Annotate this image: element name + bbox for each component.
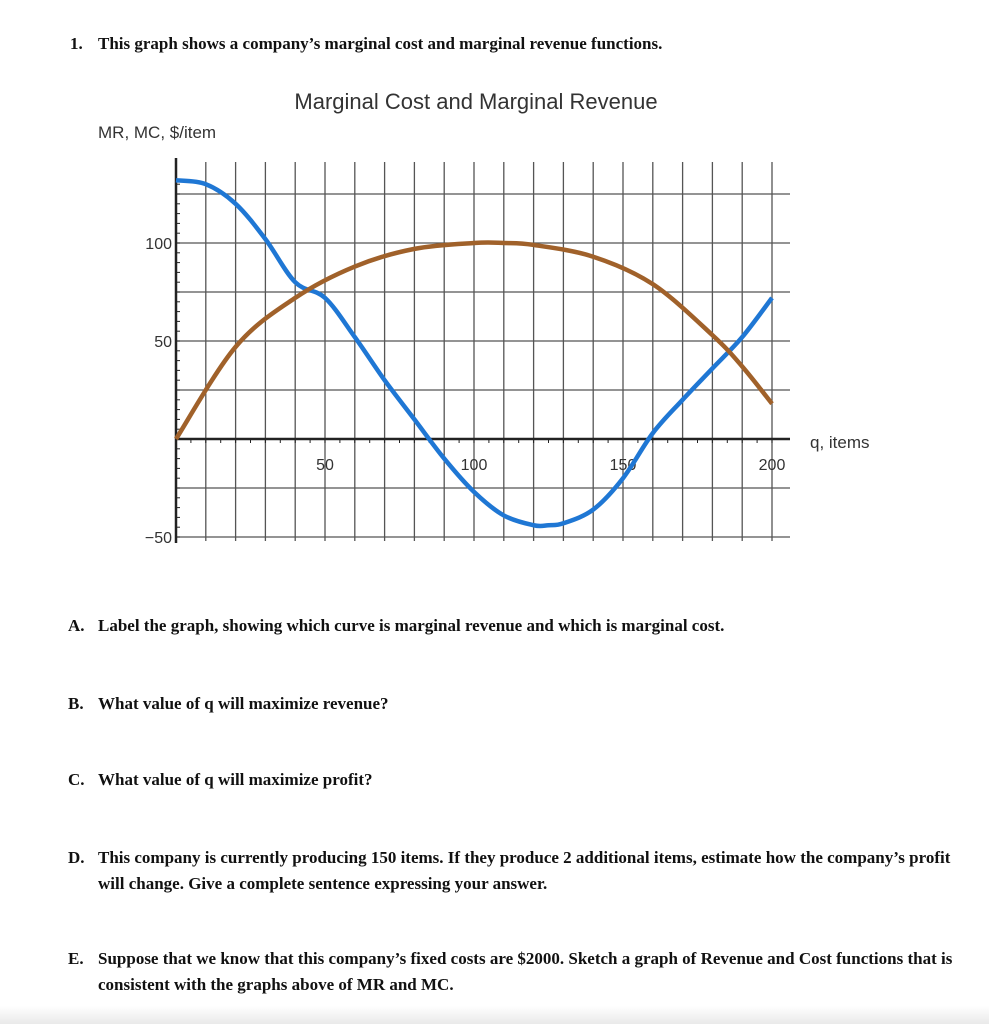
- part-c-text: What value of q will maximize profit?: [98, 770, 373, 789]
- part-a: [68, 613, 958, 639]
- y-tick-label: 50: [154, 334, 172, 351]
- y-axis-label: MR, MC, $/item: [98, 123, 217, 142]
- question-number: 1.: [70, 34, 83, 53]
- part-e: [68, 946, 958, 998]
- x-axis-label: q, items: [810, 433, 870, 452]
- part-d-text: This company is currently producing 150 items. If they produce 2 additional items, estimate how the company’s profit will change. Give a complete sentence expressing your answer.: [98, 848, 951, 893]
- part-e-letter: E.: [68, 949, 84, 968]
- part-a-text: Label the graph, showing which curve is marginal revenue and which is marginal cost.: [98, 616, 725, 635]
- y-tick-label: −50: [144, 530, 172, 547]
- part-d: [68, 845, 958, 897]
- question-text: This graph shows a company’s marginal cost and marginal revenue functions.: [98, 34, 663, 53]
- part-e-text: Suppose that we know that this company’s fixed costs are $2000. Sketch a graph of Revenue and Cost functions that is consistent with the graphs above of MR and MC.: [98, 949, 953, 994]
- x-tick-label: 100: [460, 457, 488, 474]
- part-b-letter: B.: [68, 694, 84, 713]
- part-a-letter: A.: [68, 616, 85, 635]
- grid-major: [176, 162, 790, 541]
- part-c: [68, 767, 958, 793]
- part-d-letter: D.: [68, 848, 85, 867]
- x-tick-label: 150: [609, 457, 637, 474]
- part-b: [68, 691, 958, 717]
- x-tick-label: 50: [316, 457, 334, 474]
- part-c-letter: C.: [68, 770, 85, 789]
- chart-title: Marginal Cost and Marginal Revenue: [294, 89, 658, 114]
- x-tick-label: 200: [758, 457, 786, 474]
- y-tick-label: 100: [145, 236, 172, 253]
- axes: [176, 158, 790, 543]
- page-bottom-edge: [0, 1006, 989, 1024]
- part-b-text: What value of q will maximize revenue?: [98, 694, 389, 713]
